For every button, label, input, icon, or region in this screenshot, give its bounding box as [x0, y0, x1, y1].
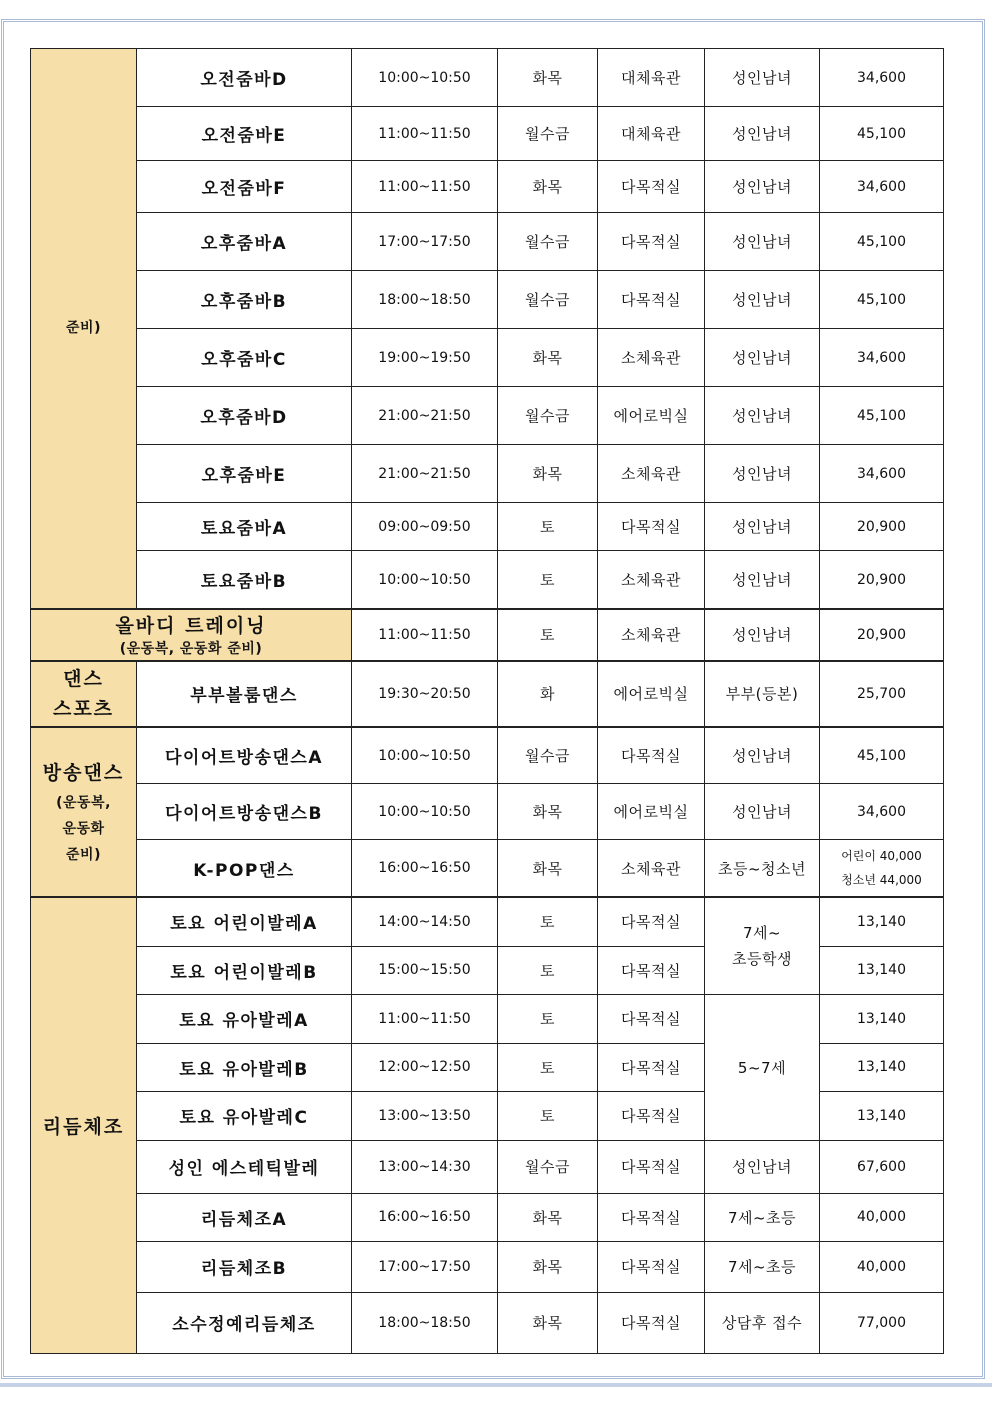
- table-row: [31, 107, 944, 161]
- class-fee: 45,100: [820, 727, 944, 784]
- class-time: 11:00~11:50: [352, 994, 498, 1043]
- class-time: 18:00~18:50: [352, 271, 498, 329]
- class-place: 소체육관: [598, 551, 705, 609]
- class-fee: 어린이 40,000 청소년 44,000: [820, 840, 944, 897]
- table-row: [31, 784, 944, 840]
- class-days: 화목: [498, 1241, 598, 1292]
- class-fee: 13,140: [820, 1091, 944, 1140]
- class-name: 다이어트방송댄스B: [137, 784, 352, 840]
- class-days: 화목: [498, 49, 598, 107]
- class-name: 오전줌바E: [137, 107, 352, 161]
- class-fee: 34,600: [820, 784, 944, 840]
- class-days: 화목: [498, 840, 598, 897]
- class-days: 월수금: [498, 727, 598, 784]
- class-target: 성인남녀: [705, 329, 820, 387]
- table-row: [31, 271, 944, 329]
- class-days: 화목: [498, 784, 598, 840]
- class-place: 다목적실: [598, 1043, 705, 1091]
- category-zumba: 준비): [31, 49, 137, 609]
- class-place: 소체육관: [598, 609, 705, 661]
- class-target: 성인남녀: [705, 445, 820, 503]
- table-row: [31, 994, 944, 1043]
- table-row: [31, 1241, 944, 1292]
- class-target: 성인남녀: [705, 727, 820, 784]
- class-time: 14:00~14:50: [352, 897, 498, 946]
- table-row: [31, 1140, 944, 1193]
- class-time: 13:00~13:50: [352, 1091, 498, 1140]
- class-fee: 13,140: [820, 1043, 944, 1091]
- class-fee: 20,900: [820, 503, 944, 551]
- class-place: 에어로빅실: [598, 784, 705, 840]
- class-days: 토: [498, 609, 598, 661]
- class-place: 다목적실: [598, 1292, 705, 1353]
- class-target: 성인남녀: [705, 49, 820, 107]
- class-target: 성인남녀: [705, 1140, 820, 1193]
- class-time: 16:00~16:50: [352, 840, 498, 897]
- class-name: 오전줌바D: [137, 49, 352, 107]
- table-row: [31, 213, 944, 271]
- class-target: 7세~초등: [705, 1193, 820, 1241]
- class-days: 월수금: [498, 213, 598, 271]
- class-time: 10:00~10:50: [352, 551, 498, 609]
- class-time: 12:00~12:50: [352, 1043, 498, 1091]
- class-name: 토요 유아발레C: [137, 1091, 352, 1140]
- class-days: 화: [498, 661, 598, 727]
- class-fee: 34,600: [820, 329, 944, 387]
- class-place: 다목적실: [598, 271, 705, 329]
- class-place: 다목적실: [598, 1091, 705, 1140]
- class-target: 5~7세: [705, 994, 820, 1140]
- class-days: 토: [498, 503, 598, 551]
- class-name: 오후줌바B: [137, 271, 352, 329]
- class-fee: 34,600: [820, 445, 944, 503]
- class-fee: 45,100: [820, 387, 944, 445]
- table-row: [31, 1193, 944, 1241]
- class-fee: 67,600: [820, 1140, 944, 1193]
- class-target: 성인남녀: [705, 271, 820, 329]
- class-target: 7세~ 초등학생: [705, 897, 820, 994]
- class-name: 토요 어린이발레A: [137, 897, 352, 946]
- table-row: [31, 661, 944, 727]
- class-name: 소수정예리듬체조: [137, 1292, 352, 1353]
- class-fee: 20,900: [820, 551, 944, 609]
- class-place: 대체육관: [598, 107, 705, 161]
- class-days: 토: [498, 994, 598, 1043]
- class-time: 11:00~11:50: [352, 107, 498, 161]
- class-place: 다목적실: [598, 1193, 705, 1241]
- class-fee: 13,140: [820, 994, 944, 1043]
- class-place: 다목적실: [598, 213, 705, 271]
- class-place: 다목적실: [598, 503, 705, 551]
- table-row: [31, 503, 944, 551]
- class-days: 화목: [498, 1193, 598, 1241]
- class-days: 화목: [498, 329, 598, 387]
- class-days: 화목: [498, 445, 598, 503]
- class-place: 다목적실: [598, 727, 705, 784]
- class-fee: 40,000: [820, 1241, 944, 1292]
- page-bottom-bar: [0, 1383, 992, 1387]
- table-row: [31, 387, 944, 445]
- class-time: 17:00~17:50: [352, 213, 498, 271]
- class-name: 다이어트방송댄스A: [137, 727, 352, 784]
- class-fee: 25,700: [820, 661, 944, 727]
- table-row: [31, 49, 944, 107]
- class-target: 성인남녀: [705, 784, 820, 840]
- class-days: 화목: [498, 1292, 598, 1353]
- class-fee: 40,000: [820, 1193, 944, 1241]
- class-fee: 45,100: [820, 107, 944, 161]
- class-name: 토요 유아발레A: [137, 994, 352, 1043]
- class-time: 10:00~10:50: [352, 49, 498, 107]
- class-name: K-POP댄스: [137, 840, 352, 897]
- class-target: 성인남녀: [705, 503, 820, 551]
- class-time: 21:00~21:50: [352, 387, 498, 445]
- class-time: 21:00~21:50: [352, 445, 498, 503]
- class-fee: 34,600: [820, 49, 944, 107]
- class-fee: 45,100: [820, 271, 944, 329]
- schedule-table: [30, 48, 944, 1354]
- class-place: 소체육관: [598, 329, 705, 387]
- class-time: 11:00~11:50: [352, 161, 498, 213]
- class-time: 19:30~20:50: [352, 661, 498, 727]
- table-row: [31, 609, 944, 661]
- class-fee: 13,140: [820, 946, 944, 994]
- class-days: 월수금: [498, 387, 598, 445]
- class-time: 15:00~15:50: [352, 946, 498, 994]
- class-days: 토: [498, 1043, 598, 1091]
- class-target: 성인남녀: [705, 551, 820, 609]
- class-days: 토: [498, 897, 598, 946]
- class-days: 화목: [498, 161, 598, 213]
- class-target: 성인남녀: [705, 213, 820, 271]
- class-time: 16:00~16:50: [352, 1193, 498, 1241]
- class-target: 7세~초등: [705, 1241, 820, 1292]
- class-target: 성인남녀: [705, 609, 820, 661]
- class-time: 19:00~19:50: [352, 329, 498, 387]
- class-place: 소체육관: [598, 840, 705, 897]
- class-target: 부부(등본): [705, 661, 820, 727]
- class-place: 다목적실: [598, 897, 705, 946]
- class-name: 토요줌바B: [137, 551, 352, 609]
- class-name: 오후줌바E: [137, 445, 352, 503]
- class-target: 성인남녀: [705, 107, 820, 161]
- table-row: [31, 897, 944, 946]
- class-name: 부부볼룸댄스: [137, 661, 352, 727]
- class-name: 토요 어린이발레B: [137, 946, 352, 994]
- class-time: 10:00~10:50: [352, 727, 498, 784]
- class-target: 성인남녀: [705, 387, 820, 445]
- class-place: 에어로빅실: [598, 661, 705, 727]
- class-name: 리듬체조A: [137, 1193, 352, 1241]
- category-allbody-training: 올바디 트레이닝 (운동복, 운동화 준비): [31, 609, 352, 661]
- table-row: [31, 727, 944, 784]
- class-name: 오후줌바D: [137, 387, 352, 445]
- class-name: 토요줌바A: [137, 503, 352, 551]
- class-name: 토요 유아발레B: [137, 1043, 352, 1091]
- class-days: 토: [498, 551, 598, 609]
- class-place: 다목적실: [598, 1140, 705, 1193]
- category-dance-sports: 댄스 스포츠: [31, 661, 137, 727]
- class-time: 13:00~14:30: [352, 1140, 498, 1193]
- table-row: [31, 1292, 944, 1353]
- class-time: 17:00~17:50: [352, 1241, 498, 1292]
- class-target: 성인남녀: [705, 161, 820, 213]
- category-rhythmic-gymnastics: 리듬체조: [31, 897, 137, 1354]
- class-place: 대체육관: [598, 49, 705, 107]
- table-row: [31, 161, 944, 213]
- class-target: 상담후 접수: [705, 1292, 820, 1353]
- class-days: 월수금: [498, 1140, 598, 1193]
- class-place: 소체육관: [598, 445, 705, 503]
- table-row: [31, 329, 944, 387]
- class-name: 성인 에스테틱발레: [137, 1140, 352, 1193]
- class-place: 다목적실: [598, 994, 705, 1043]
- category-broadcast-dance: 방송댄스 (운동복, 운동화 준비): [31, 727, 137, 897]
- table-row: [31, 840, 944, 897]
- table-row: [31, 551, 944, 609]
- table-row: [31, 445, 944, 503]
- class-days: 토: [498, 946, 598, 994]
- class-time: 18:00~18:50: [352, 1292, 498, 1353]
- class-days: 월수금: [498, 271, 598, 329]
- class-fee: 45,100: [820, 213, 944, 271]
- class-time: 09:00~09:50: [352, 503, 498, 551]
- class-time: 11:00~11:50: [352, 609, 498, 661]
- class-fee: 13,140: [820, 897, 944, 946]
- class-fee: 34,600: [820, 161, 944, 213]
- class-fee: 20,900: [820, 609, 944, 661]
- class-place: 다목적실: [598, 1241, 705, 1292]
- class-place: 다목적실: [598, 946, 705, 994]
- class-place: 다목적실: [598, 161, 705, 213]
- class-target: 초등~청소년: [705, 840, 820, 897]
- class-days: 월수금: [498, 107, 598, 161]
- class-place: 에어로빅실: [598, 387, 705, 445]
- class-name: 오후줌바C: [137, 329, 352, 387]
- class-fee: 77,000: [820, 1292, 944, 1353]
- class-name: 오전줌바F: [137, 161, 352, 213]
- class-name: 오후줌바A: [137, 213, 352, 271]
- class-days: 토: [498, 1091, 598, 1140]
- class-time: 10:00~10:50: [352, 784, 498, 840]
- class-name: 리듬체조B: [137, 1241, 352, 1292]
